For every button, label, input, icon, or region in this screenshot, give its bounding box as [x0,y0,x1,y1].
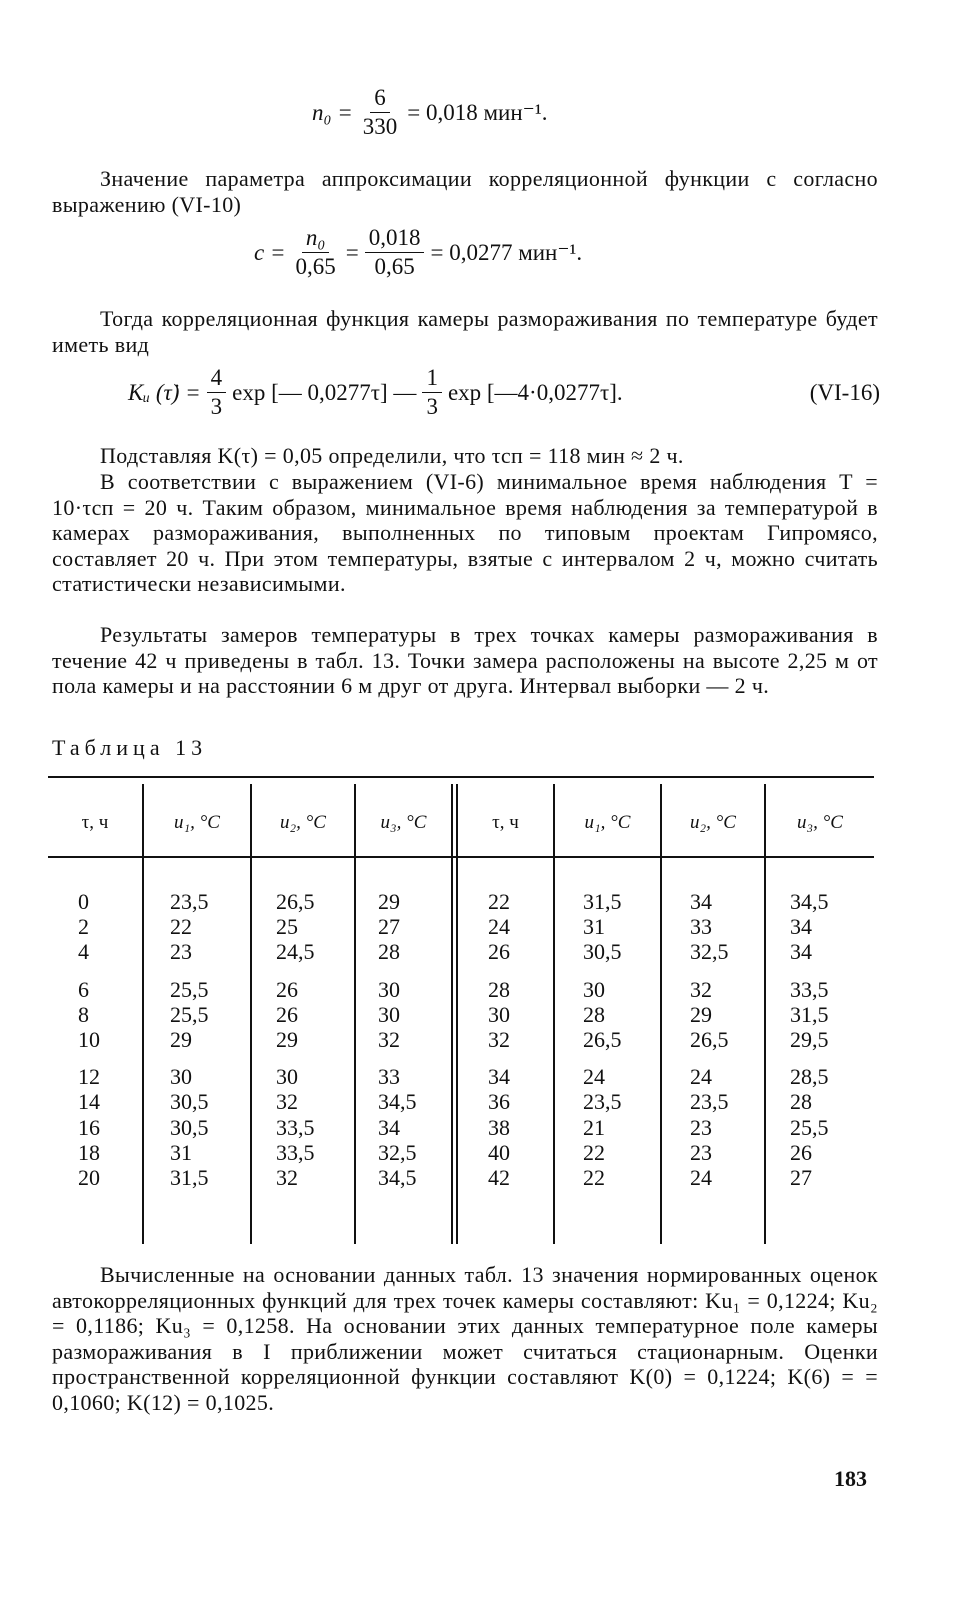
table-header-cell: u₃, °C [380,812,427,833]
table-cell: 10 [78,1027,100,1053]
table-cell: 26 [276,1001,298,1027]
table-cell: 26,5 [583,1027,622,1053]
table-column-divider [250,784,252,1244]
table-cell: 26,5 [690,1027,729,1053]
table-cell: 24,5 [276,939,315,965]
table-cell: 42 [488,1165,510,1191]
table-cell: 32 [488,1027,510,1053]
formula-c-denominator-2: 0,65 [374,254,415,280]
formula-c-rhs: = 0,0277 мин⁻¹. [430,239,583,265]
table-column-divider [142,784,144,1244]
table-cell: 30 [488,1001,510,1027]
table-cell: 32 [276,1165,298,1191]
table-row-group [170,1064,209,1190]
table-cell: 28 [378,939,400,965]
table-cell: 23,5 [170,889,209,914]
paragraph-results-text: Вычисленные на основании данных табл. 13 значения нормированных оценок автокорреляционных функций для трех точек камеры составляют: Ku₁ = 0,1224; Ku₂ = 0,1186; Ku₃ = 0,1258. На основании этих данных температурное поле камеры размораживания в I приближении может считаться стационарным. Оценки пространственной корреляционной функции составляют K(0) = 0,1224; K(6) = = 0,1060; K(12) = 0,1025. [52,1262,878,1415]
table-cell: 34 [488,1064,510,1090]
paragraph-correlation-function [52,306,878,357]
paragraph-approximation-text: Значение параметра аппроксимации корреляционной функции c согласно выражению (VI-10) [52,166,878,217]
table-cell: 30 [170,1064,192,1090]
table-cell: 2 [78,914,89,940]
table-cell: 16 [78,1114,100,1140]
formula-ku-middle: exp [— 0,0277τ] — [232,379,417,405]
formula-ku-fraction-2 [422,366,442,419]
table-cell: 31,5 [790,1001,829,1027]
paragraph-correlation-function-text: Тогда корреляционная функция камеры размораживания по температуре будет иметь вид [52,306,878,357]
table-cell: 22 [170,914,192,940]
table-row-group [690,1064,729,1190]
table-cell: 30 [378,976,400,1002]
table-row-group [583,889,622,965]
table-cell: 25,5 [170,976,209,1002]
table-cell: 30 [378,1001,400,1027]
table-cell: 34 [790,939,812,965]
table-row-group [378,977,417,1053]
table-cell: 34,5 [378,1089,417,1115]
table-row-group [583,1064,622,1190]
formula-ku-fraction-1 [207,366,227,419]
paragraph-substitution-text: Подставляя K(τ) = 0,05 определили, что τсп = 118 мин ≈ 2 ч. [100,443,684,468]
table-row-group [488,889,510,965]
table-cell: 32 [690,976,712,1002]
table-cell: 33,5 [790,976,829,1002]
formula-c [254,226,582,279]
table-cell: 32 [378,1027,400,1053]
table-cell: 33,5 [276,1139,315,1165]
table-cell: 30,5 [170,1114,209,1140]
table-column-divider [451,784,453,1244]
table-column [276,889,315,1202]
table-column-divider [553,784,555,1244]
table-cell: 24 [690,1064,712,1090]
table-cell: 14 [78,1089,100,1115]
table-cell: 26 [276,976,298,1002]
table-header-cell: u₃, °C [797,812,843,833]
formula-ku-tail: exp [—4·0,0277τ]. [447,379,623,405]
table-cell: 30 [583,976,605,1002]
paragraph-measurements [52,622,878,699]
table-cell: 23,5 [690,1089,729,1115]
formula-ku-denominator-2: 3 [426,394,438,420]
formula-c-fraction-2 [365,226,425,279]
table-header-rule [48,856,874,858]
table-cell: 30 [276,1064,298,1090]
table-cell: 32,5 [690,939,729,965]
table-cell: 29 [690,1001,712,1027]
table-column-divider [456,784,458,1244]
table-cell: 26 [488,939,510,965]
table-cell: 27 [378,914,400,940]
table-cell: 26,5 [276,889,315,914]
table-cell: 34 [378,1114,400,1140]
formula-c-equals: = [345,239,359,265]
paragraph-measurements-text: Результаты замеров температуры в трех точках камеры размораживания в течение 42 ч приведены в табл. 13. Точки замера расположены на высоте 2,25 м от пола камеры и на расстоянии 6 м друг от друга. Интервал выборки — 2 ч. [52,622,878,698]
table-header-cell: u₂, °C [690,812,736,833]
table-cell: 31 [170,1139,192,1165]
table-cell: 24 [583,1064,605,1090]
table-column-divider [660,784,662,1244]
table-cell: 20 [78,1165,100,1191]
table-cell: 25 [276,914,298,940]
table-row-group [488,1064,510,1190]
table-column-divider [764,784,766,1244]
table-cell: 31,5 [583,889,622,914]
table-cell: 33 [690,914,712,940]
table-cell: 22 [583,1139,605,1165]
table-cell: 29 [276,1027,298,1053]
table-row-group [78,1064,100,1190]
table-cell: 18 [78,1139,100,1165]
paragraph-results [52,1262,878,1415]
table-cell: 0 [78,889,89,914]
table-cell: 34,5 [790,889,829,914]
table-cell: 40 [488,1139,510,1165]
table-cell: 8 [78,1001,89,1027]
paragraph-approximation [52,166,878,217]
table-column [378,889,417,1202]
paragraph-observation-time [52,469,878,597]
formula-ku-lhs: Kᵤ (τ̇) = [128,379,201,405]
table-header-cell: u₂, °C [280,812,326,833]
formula-n0-fraction [359,86,402,139]
formula-n0 [312,86,547,139]
formula-c-denominator-1: 0,65 [295,254,336,280]
formula-c-numerator-1: n₀ [302,226,330,253]
table-cell: 28 [583,1001,605,1027]
table-cell: 21 [583,1114,605,1140]
table-cell: 32 [276,1089,298,1115]
table-column-divider [354,784,356,1244]
table-cell: 29 [378,889,400,914]
table-cell: 25,5 [790,1114,829,1140]
table-cell: 38 [488,1114,510,1140]
table-row-group [690,977,729,1053]
paragraph-observation-time-text: В соответствии с выражением (VI-6) минимальное время наблюдения T = 10·τсп = 20 ч. Таким образом, минимальное время наблюдения за температурой в камерах размораживания, выполненных по типовым проектам Гипромясо, составляет 20 ч. При этом температуры, взятые с интервалом 2 ч, можно считать статистически независимыми. [52,469,878,596]
table-cell: 36 [488,1089,510,1115]
table-cell: 4 [78,939,89,965]
table-top-rule [48,776,874,778]
table-row-group [790,889,829,965]
table-cell: 22 [583,1165,605,1191]
table-cell: 31 [583,914,605,940]
table-cell: 26 [790,1139,812,1165]
formula-n0-numerator: 6 [370,86,390,113]
table-row-group [276,889,315,965]
table-cell: 24 [488,914,510,940]
table-cell: 23,5 [583,1089,622,1115]
table-row-group [276,977,315,1053]
table-row-group [378,1064,417,1190]
formula-c-lhs: c = [254,239,286,265]
table-column [78,889,100,1202]
table-cell: 23 [690,1114,712,1140]
table-column [488,889,510,1202]
table-cell: 30,5 [170,1089,209,1115]
table-cell: 27 [790,1165,812,1191]
formula-n0-denominator: 330 [362,114,398,140]
table-header-cell: u₁, °C [584,812,631,833]
table-row-group [790,1064,829,1190]
formula-n0-lhs: n₀ = [312,99,353,125]
table-cell: 34 [690,889,712,914]
table-cell: 33,5 [276,1114,315,1140]
table-cell: 23 [170,939,192,965]
table-cell: 28 [790,1089,812,1115]
table-row-group [170,977,209,1053]
table-cell: 6 [78,976,89,1002]
table-column [583,889,622,1202]
formula-ku-denominator-1: 3 [210,394,223,420]
table-row-group [583,977,622,1053]
table-cell: 29,5 [790,1027,829,1053]
table-header-cell: τ, ч [81,812,109,833]
table-cell: 28,5 [790,1064,829,1090]
table-cell: 25,5 [170,1001,209,1027]
table-cell: 12 [78,1064,100,1090]
formula-c-numerator-2: 0,018 [365,226,425,253]
table-row-group [790,977,829,1053]
table-cell: 28 [488,976,510,1002]
table-header-cell: τ, ч [492,812,519,833]
table-row-group [690,889,729,965]
table-cell: 30,5 [583,939,622,965]
table-cell: 32,5 [378,1139,417,1165]
table-row-group [378,889,417,965]
table-row-group [78,889,100,965]
table-header-cell: u₁, °C [174,812,220,833]
formula-ku-label: (VI-16) [809,379,880,405]
table-cell: 29 [170,1027,192,1053]
table-caption: Таблица 13 [52,735,208,760]
table-row-group [78,977,100,1053]
formula-ku-numerator-2: 1 [422,366,442,393]
table-column [790,889,829,1202]
table-cell: 33 [378,1064,400,1090]
table-column [690,889,729,1202]
table-row-group [276,1064,315,1190]
formula-c-fraction-1 [291,226,339,279]
formula-ku-numerator-1: 4 [207,366,227,393]
table-row-group [170,889,209,965]
table-row-group [488,977,510,1053]
page-number: 183 [834,1466,867,1491]
table-cell: 24 [690,1165,712,1191]
paragraph-substitution [52,443,878,469]
table-cell: 22 [488,889,510,914]
table-column [170,889,209,1202]
formula-ku [128,366,880,419]
table-cell: 34,5 [378,1165,417,1191]
table-cell: 31,5 [170,1165,209,1191]
table-cell: 23 [690,1139,712,1165]
table-cell: 34 [790,914,812,940]
formula-n0-rhs: = 0,018 мин⁻¹. [407,99,548,125]
